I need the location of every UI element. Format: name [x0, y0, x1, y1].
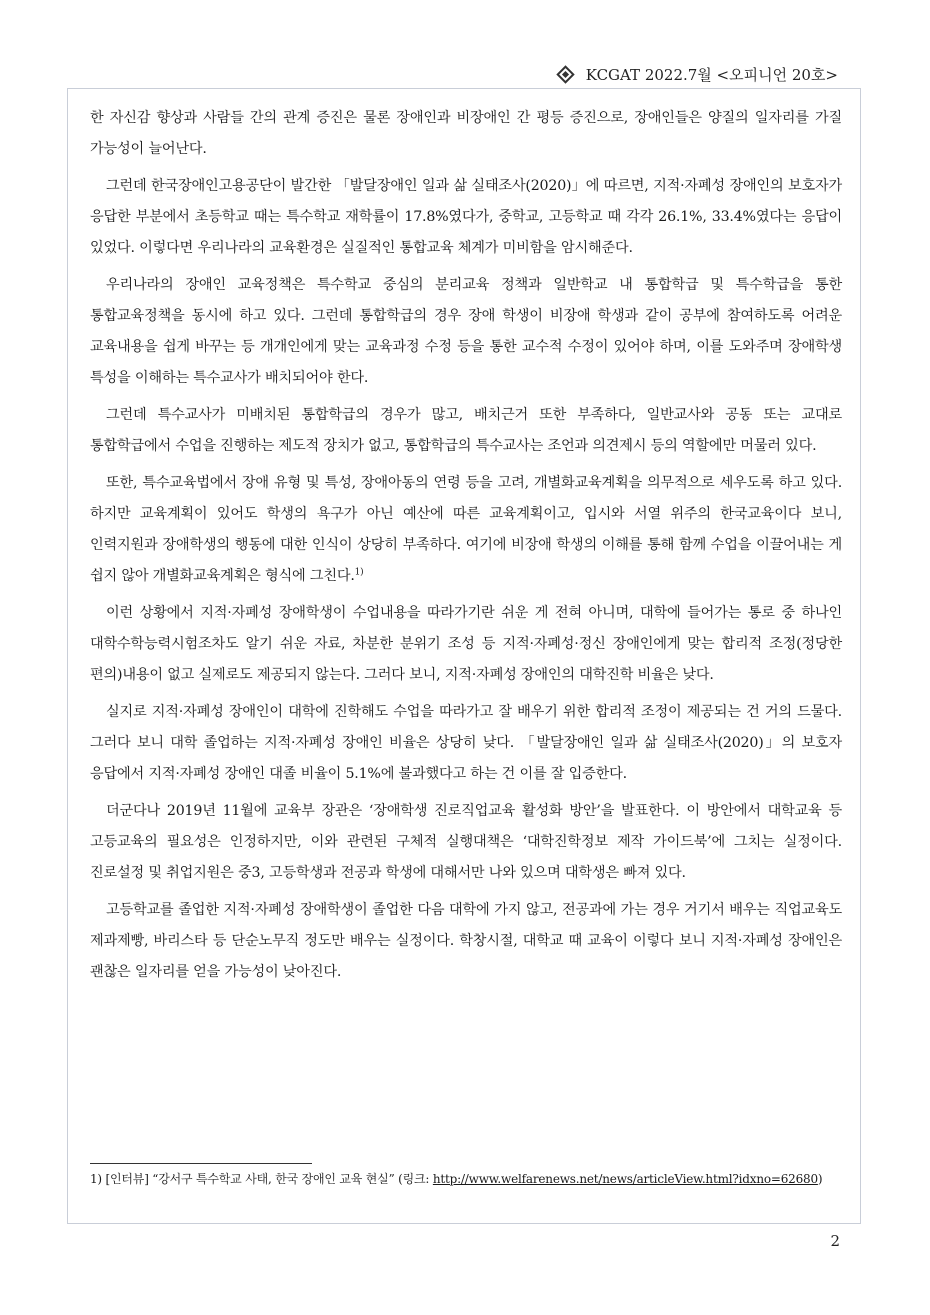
footnote-link[interactable]: http://www.welfarenews.net/news/articleView.html?idxno=62680 — [432, 1172, 818, 1186]
paragraph: 고등학교를 졸업한 지적·자폐성 장애학생이 졸업한 다음 대학에 가지 않고, 전공과에 가는 경우 거기서 배우는 직업교육도 제과제빵, 바리스타 등 단순노무직 정도만 배우는 실정이다. 학창시절, 대학교 때 교육이 이렇다 보니 지적·자폐성 장애인은 괜찮은 일자리를 얻을 가능성이 낮아진다. — [90, 902, 842, 980]
footnote-divider — [90, 1163, 312, 1164]
header-text: KCGAT 2022.7월 <오피니언 20호> — [585, 66, 838, 84]
body-text — [90, 103, 842, 994]
footnote — [90, 1170, 842, 1189]
paragraph-text: 또한, 특수교육법에서 장애 유형 및 특성, 장애아동의 연령 등을 고려, 개별화교육계획을 의무적으로 세우도록 하고 있다. 하지만 교육계획이 있어도 학생의 욕구가 아닌 예산에 따른 교육계획이고, 입시와 서열 위주의 한국교육이다 보니, 인력지원과 장애학생의 행동에 대한 인식이 상당히 부족하다. 여기에 비장애 학생의 이해를 통해 함께 수업을 이끌어내는 게 쉽지 않아 개별화교육계획은 형식에 그친다. — [90, 475, 842, 584]
paragraph-with-footnote — [90, 468, 842, 592]
footnote-suffix: ) — [817, 1172, 823, 1186]
diamond-bullet-icon — [556, 65, 574, 83]
paragraph: 그런데 한국장애인고용공단이 발간한 「발달장애인 일과 삶 실태조사(2020)」에 따르면, 지적·자폐성 장애인의 보호자가 응답한 부분에서 초등학교 때는 특수학교 재학률이 17.8%였다가, 중학교, 고등학교 때 각각 26.1%, 33.4%였다는 응답이 있었다. 이렇다면 우리나라의 교육환경은 실질적인 통합교육 체계가 미비함을 암시해준다. — [90, 178, 842, 256]
paragraph: 실지로 지적·자폐성 장애인이 대학에 진학해도 수업을 따라가고 잘 배우기 위한 합리적 조정이 제공되는 건 거의 드물다. 그러다 보니 대학 졸업하는 지적·자폐성 장애인 비율은 상당히 낮다. 「발달장애인 일과 삶 실태조사(2020)」의 보호자 응답에서 지적·자폐성 장애인 대졸 비율이 5.1%에 불과했다고 하는 건 이를 잘 입증한다. — [90, 704, 842, 782]
paragraph: 이런 상황에서 지적·자폐성 장애학생이 수업내용을 따라가기란 쉬운 게 전혀 아니며, 대학에 들어가는 통로 중 하나인 대학수학능력시험조차도 알기 쉬운 자료, 차분한 분위기 조성 등 지적·자폐성·정신 장애인에게 맞는 합리적 조정(정당한 편의)내용이 없고 실제로도 제공되지 않는다. 그러다 보니, 지적·자폐성 장애인의 대학진학 비율은 낮다. — [90, 605, 842, 683]
paragraph: 한 자신감 향상과 사람들 간의 관계 증진은 물론 장애인과 비장애인 간 평등 증진으로, 장애인들은 양질의 일자리를 가질 가능성이 늘어난다. — [90, 110, 842, 157]
paragraph: 우리나라의 장애인 교육정책은 특수학교 중심의 분리교육 정책과 일반학교 내 통합학급 및 특수학급을 통한 통합교육정책을 동시에 하고 있다. 그런데 통합학급의 경우 장애 학생이 비장애 학생과 같이 공부에 참여하도록 어려운 교육내용을 쉽게 바꾸는 등 개개인에게 맞는 교육과정 수정 등을 통한 교수적 수정이 있어야 하며, 이를 도와주며 장애학생 특성을 이해하는 특수교사가 배치되어야 한다. — [90, 277, 842, 386]
paragraph: 더군다나 2019년 11월에 교육부 장관은 ‘장애학생 진로직업교육 활성화 방안’을 발표한다. 이 방안에서 대학교육 등 고등교육의 필요성은 인정하지만, 이와 관련된 구체적 실행대책은 ‘대학진학정보 제작 가이드북’에 그치는 실정이다. 진로설정 및 취업지원은 중3, 고등학생과 전공과 학생에 대해서만 나와 있으며 대학생은 빠져 있다. — [90, 803, 842, 881]
page-number: 2 — [830, 1232, 840, 1250]
footnote-reference[interactable]: 1) — [354, 567, 364, 578]
document-header — [559, 64, 838, 85]
footnote-prefix: 1) [인터뷰] “강서구 특수학교 사태, 한국 장애인 교육 현실” (링크: — [90, 1172, 433, 1186]
paragraph: 그런데 특수교사가 미배치된 통합학급의 경우가 많고, 배치근거 또한 부족하다, 일반교사와 공동 또는 교대로 통합학급에서 수업을 진행하는 제도적 장치가 없고, 통합학급의 특수교사는 조언과 의견제시 등의 역할에만 머물러 있다. — [90, 407, 842, 454]
